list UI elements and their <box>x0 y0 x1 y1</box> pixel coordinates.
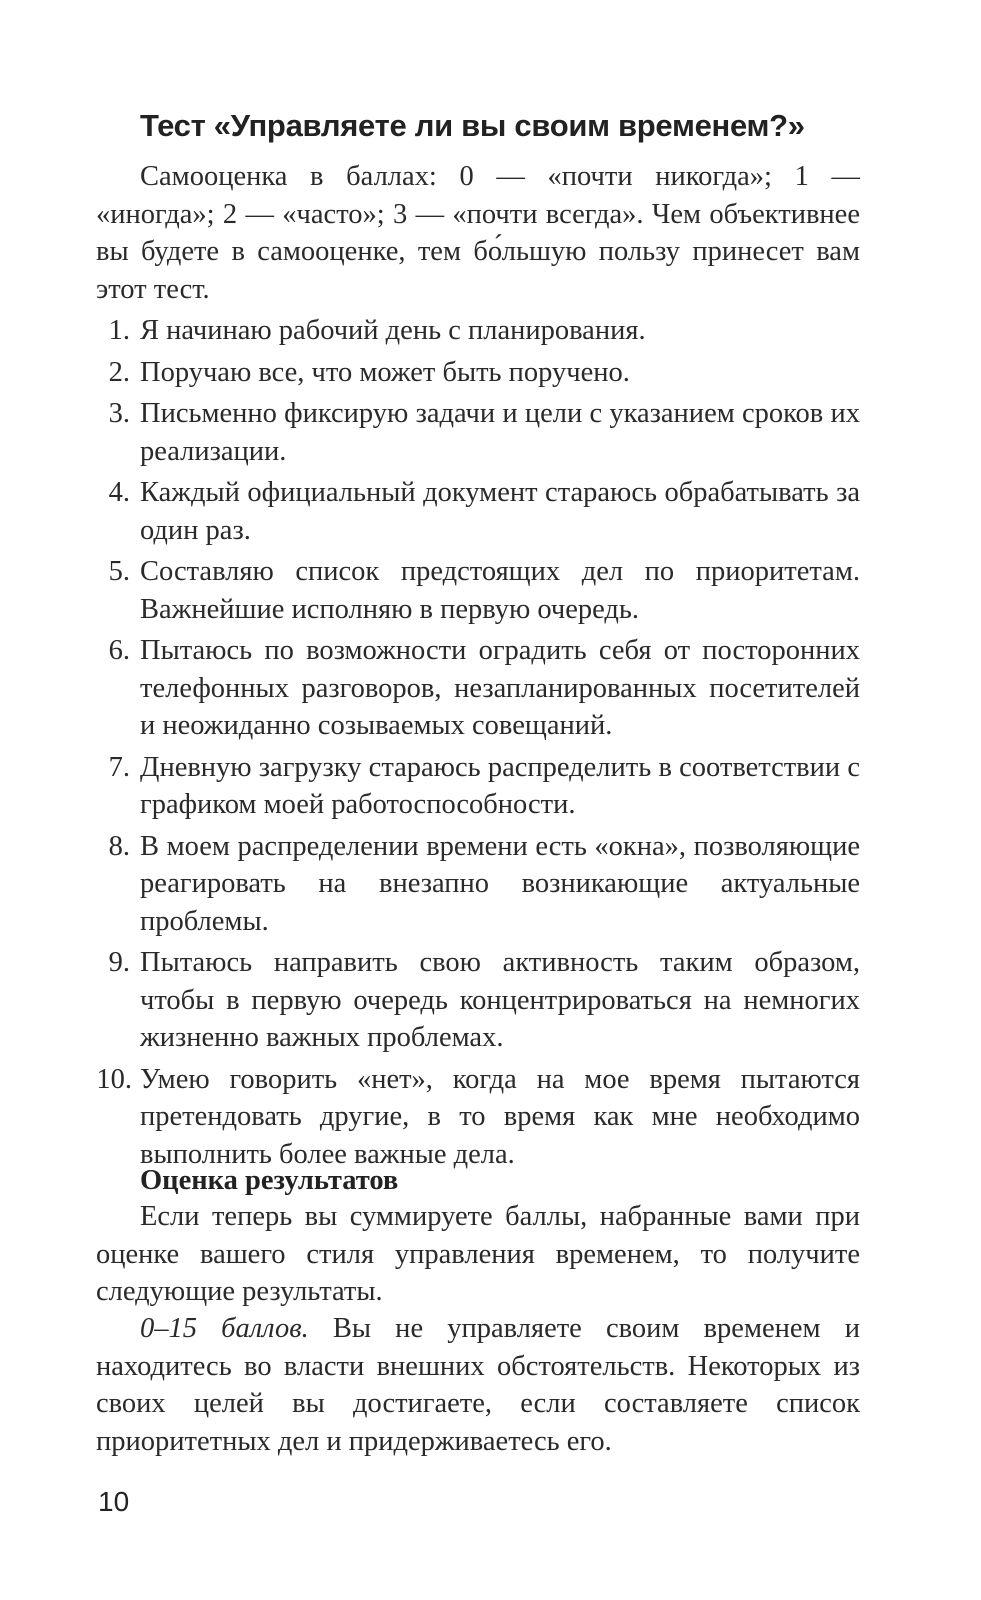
list-item <box>96 312 860 350</box>
item-number: 9. <box>108 947 130 978</box>
results-paragraph: Если теперь вы суммируете баллы, набранные вами при оценке вашего стиля управления временем, то получите следующие результаты. <box>96 1201 860 1307</box>
list-item <box>96 749 860 824</box>
list-item <box>96 632 860 745</box>
book-page <box>96 0 880 1600</box>
item-number: 6. <box>108 635 130 666</box>
item-text: Пытаюсь направить свою активность таким образом, чтобы в первую очередь концентрироваться на немногих жизненно важных проблемах. <box>140 947 860 1053</box>
item-number: 1. <box>108 315 130 346</box>
item-text: Каждый официальный документ стараюсь обрабатывать за один раз. <box>140 477 860 546</box>
item-number: 10. <box>96 1063 132 1095</box>
score-range-label: 0–15 баллов. <box>140 1313 309 1344</box>
page-number: 10 <box>98 1486 130 1517</box>
test-title: Тест «Управляете ли вы своим временем?» <box>140 108 805 143</box>
list-item <box>96 395 860 470</box>
list-item <box>96 553 860 628</box>
list-item <box>96 1061 860 1174</box>
score-paragraph <box>96 1310 860 1460</box>
item-text: Умею говорить «нет», когда на мое время пытаются претендовать другие, в то время как мне необходимо выполнить более важные дела. <box>140 1063 860 1170</box>
item-number: 3. <box>108 398 130 429</box>
intro-paragraph: Самооценка в баллах: 0 — «почти никогда»; 1 — «иногда»; 2 — «часто»; 3 — «почти всегда». Чем объективнее вы будете в самооценке, тем бо́льшую пользу принесет вам этот тест. <box>96 161 860 305</box>
item-text: Я начинаю рабочий день с планирования. <box>140 315 646 346</box>
results-heading: Оценка результатов <box>140 1165 399 1196</box>
item-number: 8. <box>108 830 130 862</box>
item-text: В моем распределении времени есть «окна», позволяющие реагировать на внезапно возникающие актуальные проблемы. <box>140 830 860 937</box>
item-text: Пытаюсь по возможности оградить себя от посторонних телефонных разговоров, незапланированных посетителей и неожиданно созываемых совещаний. <box>140 635 860 741</box>
item-number: 7. <box>108 751 130 783</box>
item-text: Составляю список предстоящих дел по приоритетам. Важнейшие исполняю в первую очередь. <box>140 556 860 625</box>
item-text: Поручаю все, что может быть поручено. <box>140 356 630 388</box>
question-list <box>96 312 860 1177</box>
list-item <box>96 944 860 1057</box>
item-text: Дневную загрузку стараюсь распределить в соответствии с графиком моей работоспособности. <box>140 751 860 820</box>
item-number: 5. <box>108 556 130 587</box>
item-number: 2. <box>108 356 130 388</box>
list-item <box>96 354 860 392</box>
list-item <box>96 828 860 941</box>
item-number: 4. <box>108 477 130 508</box>
list-item <box>96 474 860 549</box>
score-description: Вы не управляете своим временем и находитесь во власти внешних обстоятельств. Некоторых из своих целей вы достигаете, если составляете список приоритетных дел и придерживаетесь его. <box>96 1313 860 1457</box>
item-text: Письменно фиксирую задачи и цели с указанием сроков их реализации. <box>140 398 860 467</box>
